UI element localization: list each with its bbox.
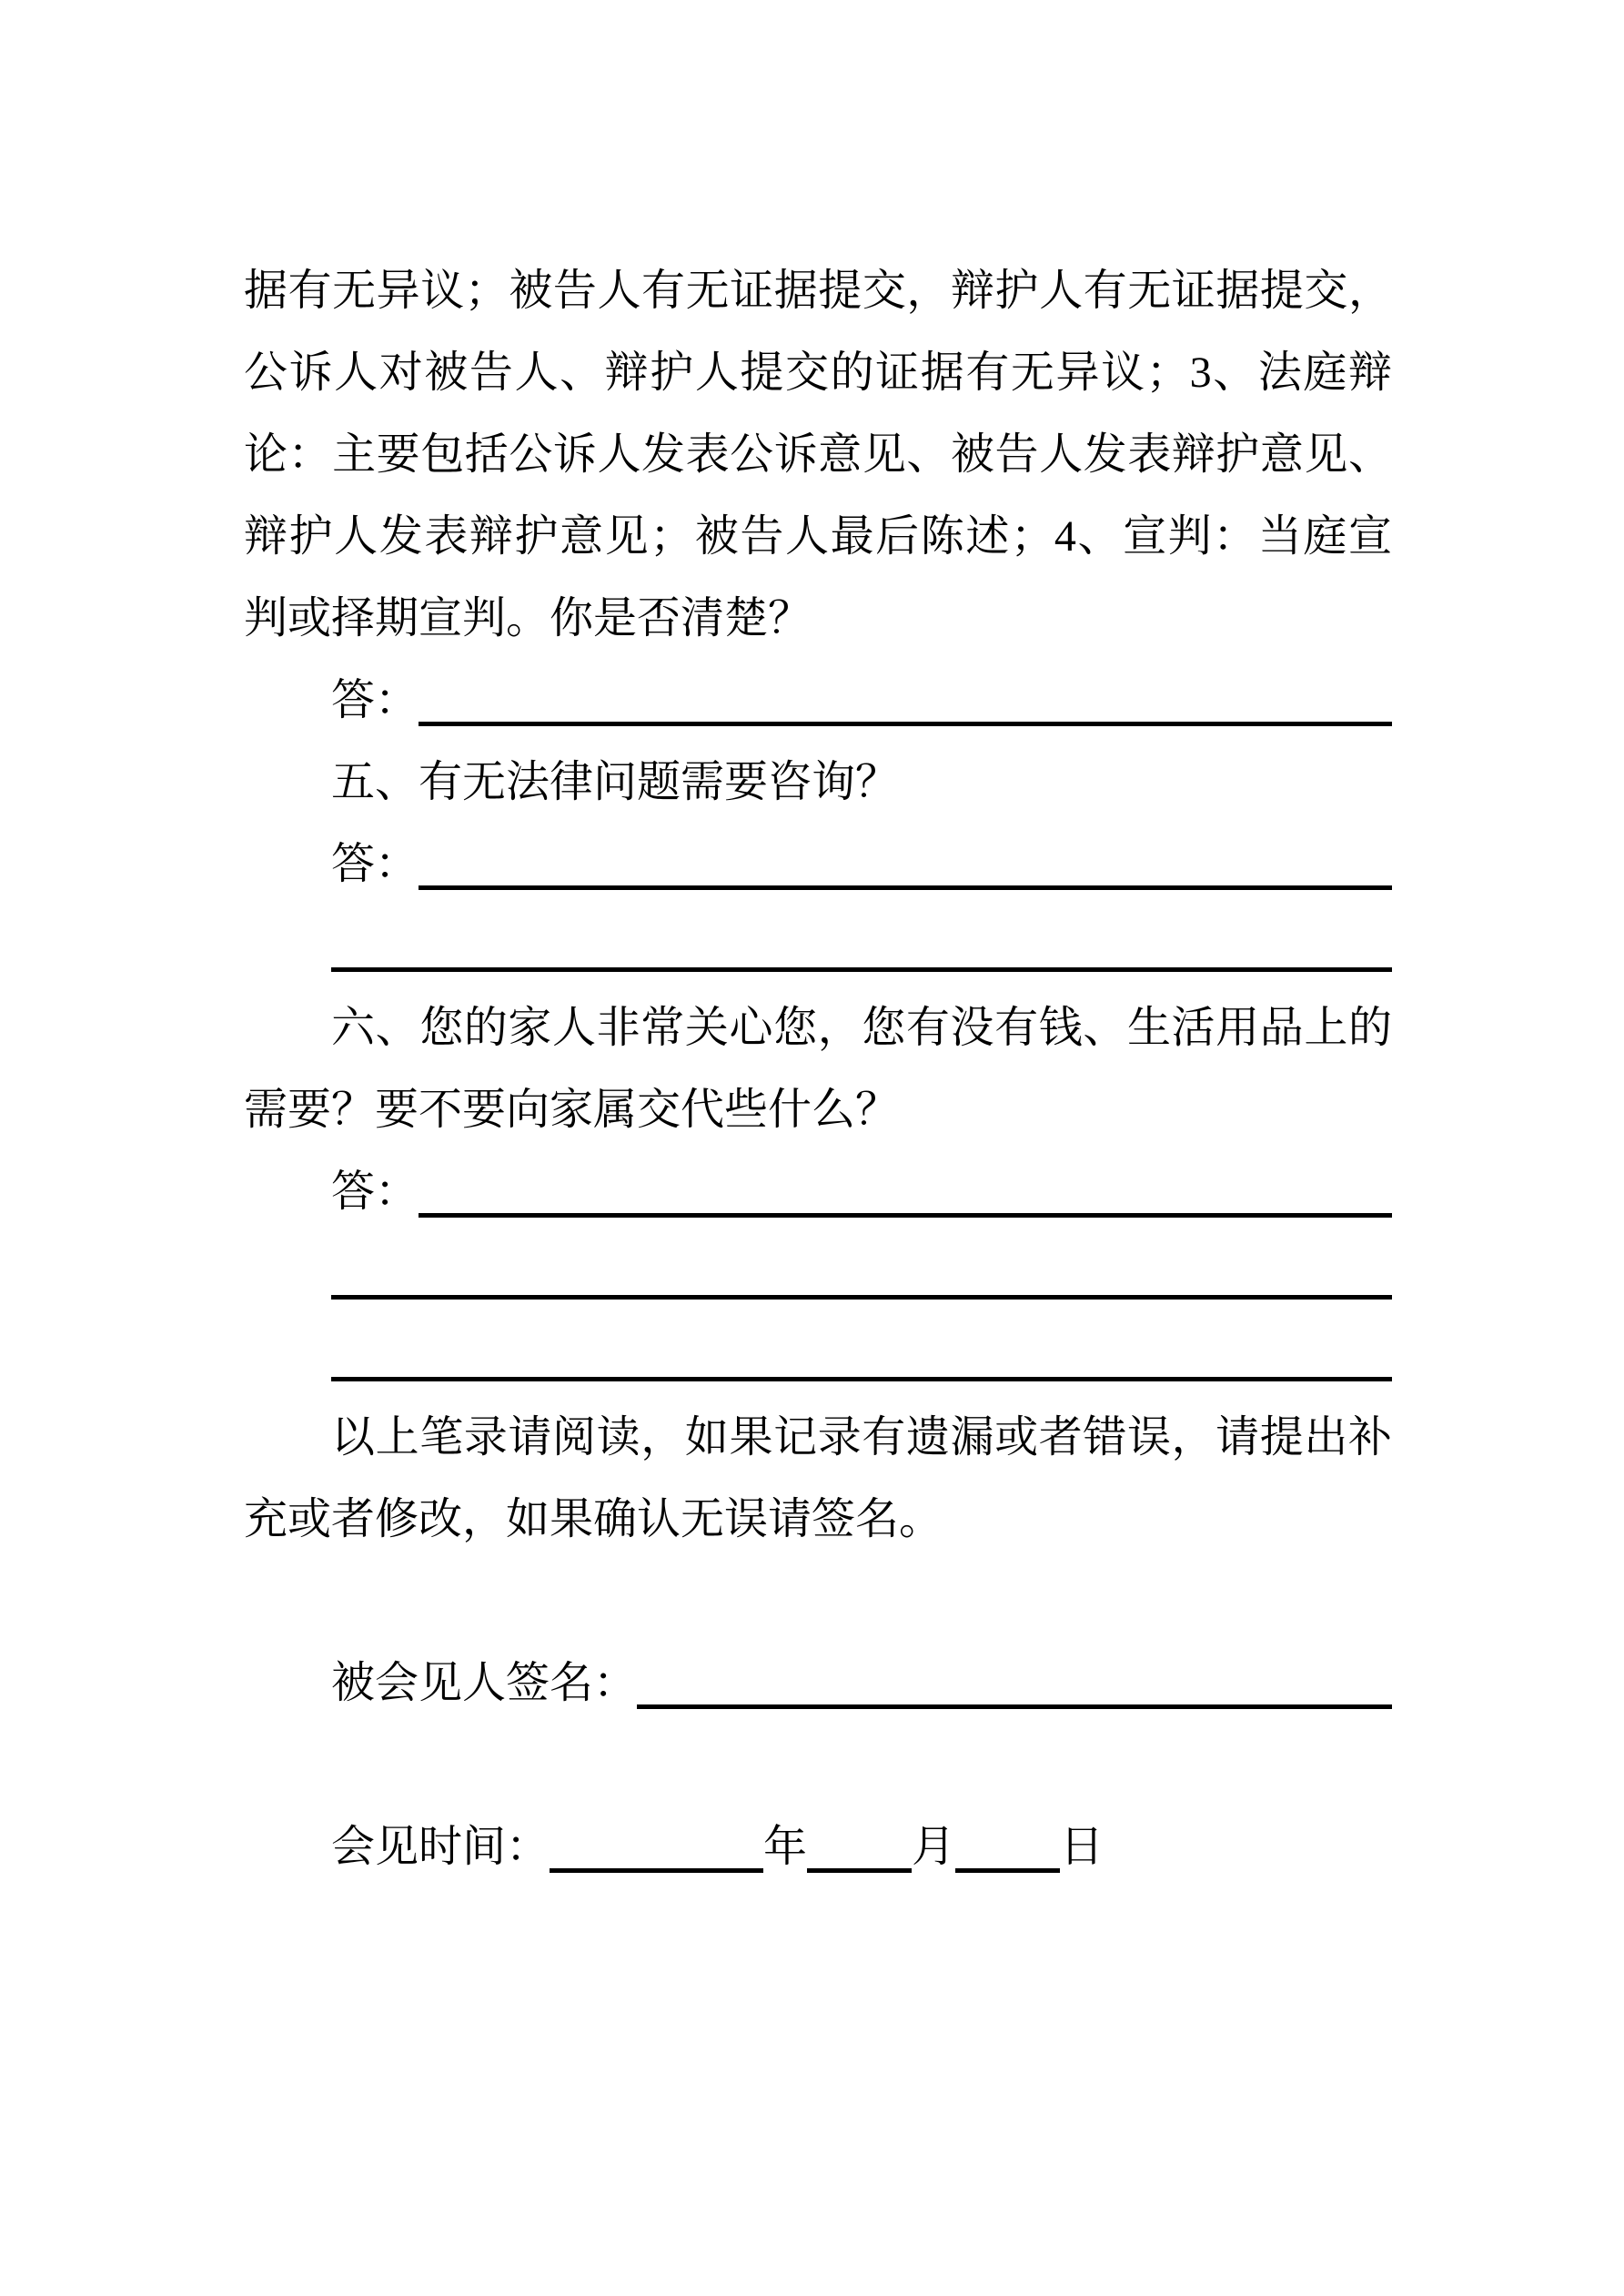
paragraph-line-text: 辩护人发表辩护意见；被告人最后陈述；4、宣判：当庭宣 [244,512,1392,561]
year-unit-label: 年 [763,1823,808,1871]
answer-label: 答： [331,676,419,724]
continuation-blank-line [331,1315,1392,1381]
meeting-time-label: 会见时间： [331,1823,550,1871]
month-blank-line [807,1806,912,1873]
paragraph-line [244,250,1392,332]
answer-label: 答： [331,1168,419,1216]
continuation-blank-line [331,1233,1392,1300]
paragraph-line [244,414,1392,496]
signature-row [244,1643,1392,1725]
paragraph-line-text: 充或者修改，如果确认无误请签名。 [244,1495,943,1543]
paragraph-line [244,1397,1392,1479]
day-blank-line [955,1806,1060,1873]
meeting-time-row [244,1806,1392,1888]
paragraph-line-text: 需要？要不要向家属交代些什么？ [244,1086,900,1134]
paragraph-line-text: 公诉人对被告人、辩护人提交的证据有无异议；3、法庭辩 [244,349,1392,397]
continuation-blank-row [244,1233,1392,1315]
answer-row [244,660,1392,742]
continuation-blank-line [331,905,1392,972]
day-unit-label: 日 [1060,1823,1105,1871]
answer-blank-line [419,824,1392,890]
spacer-row [244,1561,1392,1643]
continuation-blank-row [244,1315,1392,1397]
continuation-blank-row [244,905,1392,987]
paragraph-line [244,578,1392,660]
paragraph-line-text: 论：主要包括公诉人发表公诉意见、被告人发表辩护意见、 [244,430,1392,479]
paragraph-line-text: 六、您的家人非常关心您，您有没有钱、生活用品上的 [331,1004,1392,1052]
spacer-row [244,1725,1392,1806]
signature-label: 被会见人签名： [331,1659,638,1707]
paragraph-line [244,1479,1392,1561]
paragraph-line-text: 据有无异议；被告人有无证据提交，辩护人有无证据提交， [244,267,1392,315]
paragraph-line [244,1069,1392,1151]
paragraph-line-text: 五、有无法律问题需要咨询？ [331,758,900,806]
answer-row [244,1151,1392,1233]
paragraph-line [244,987,1392,1069]
answer-blank-line [419,660,1392,726]
answer-blank-line [419,1151,1392,1218]
paragraph-line [244,332,1392,414]
year-blank-line [550,1806,763,1873]
paragraph-line-text: 判或择期宣判。你是否清楚？ [244,594,812,642]
paragraph-line [244,742,1392,824]
answer-label: 答： [331,840,419,888]
paragraph-line [244,496,1392,578]
paragraph-line-text: 以上笔录请阅读，如果记录有遗漏或者错误，请提出补 [331,1413,1392,1462]
document-content [244,250,1392,1888]
month-unit-label: 月 [912,1823,956,1871]
answer-row [244,824,1392,905]
signature-blank-line [637,1643,1392,1709]
